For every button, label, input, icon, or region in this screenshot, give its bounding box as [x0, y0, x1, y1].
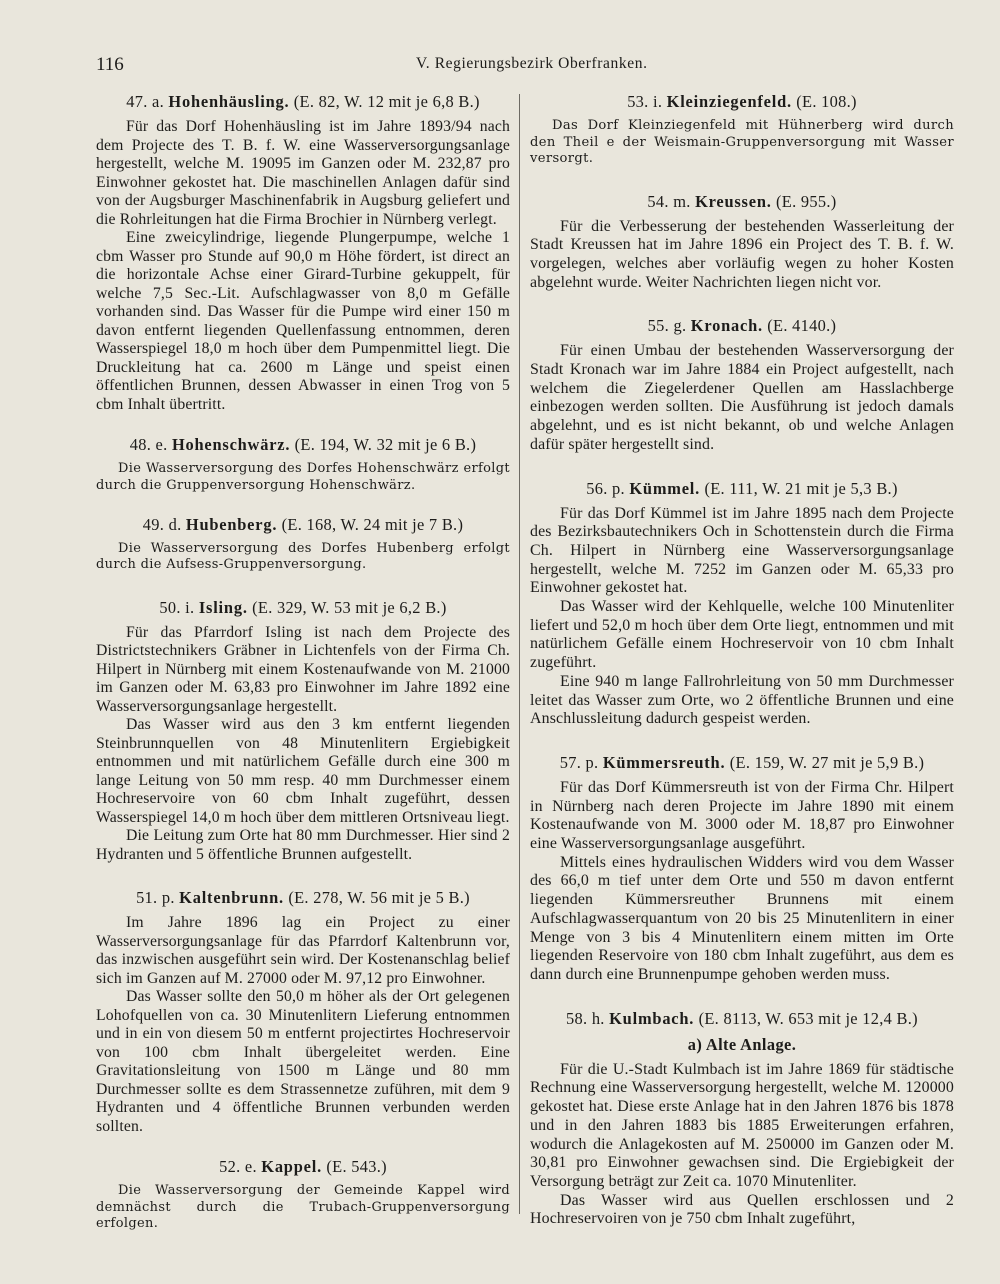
entry-section: [96, 515, 510, 574]
place-name: Kaltenbrunn.: [179, 888, 284, 908]
entry-heading: [530, 479, 954, 499]
place-name: Kümmersreuth.: [602, 752, 726, 772]
entry-section: [530, 192, 954, 293]
entry-number: 49. d.: [142, 514, 182, 534]
entry-section: [530, 92, 954, 168]
page-number: 116: [96, 54, 124, 75]
body-paragraph: Das Wasser wird aus den 3 km entfernt liegenden Steinbrunnquellen von 48 Minutenlitern Ergiebigkeit entnommen und mit natürlichem Gefälle durch eine 300 m lange Leitung von 50 mm resp. 40 mm Durchmesser einem Hochreservoire von 60 cbm Inhalt zugeführt, dessen Wasserspiegel 14,0 m hoch über dem mittleren Ortsniveau liegt.: [96, 716, 510, 826]
entry-section: [96, 888, 510, 1136]
column-divider: [519, 94, 520, 1214]
entry-heading: [530, 1009, 954, 1029]
entry-section: [530, 316, 954, 454]
body-paragraph: Das Dorf Kleinziegenfeld mit Hühnerberg wird durch den Theil e der Weismain-Gruppenversorgung mit Wasser versorgt.: [530, 118, 954, 166]
body-paragraph: Mittels eines hydraulischen Widders wird vou dem Wasser des 66,0 m tief unter dem Orte und 550 m davon entfernt liegenden Kümmersreuther Brunnens mit einem Aufschlagwasserquantum von 20 bis 25 Minutenlitern in einer Menge von 3 bis 4 Minutenlitern einem mitten im Orte liegenden Reservoire von 180 cbm Inhalt zugeführt, aus dem es dann durch eine Brunnenpumpe gehoben werden muss.: [530, 853, 954, 983]
place-name: Kulmbach.: [609, 1008, 695, 1028]
entry-heading: [96, 435, 510, 455]
body-paragraph: Eine 940 m lange Fallrohrleitung von 50 mm Durchmesser leitet das Wasser zum Orte, wo 2 öffentliche Brunnen und eine Anschlussleitung dadurch gespeist werden.: [530, 672, 954, 728]
body-paragraph: Für das Dorf Hohenhäusling ist im Jahre 1893/94 nach dem Projecte des T. B. f. W. eine Wasserversorgungsanlage hergestellt, welche M. 19095 im Ganzen oder M. 232,87 pro Einwohner gekostet hat. Die maschinellen Anlagen dafür sind von der Augsburger Maschinenfabrik in Augsburg geliefert und die Rohrleitungen hat die Firma Brochier in Nürnberg verlegt.: [96, 118, 510, 228]
entry-section: [96, 92, 510, 414]
entry-section: [96, 1157, 510, 1232]
page-header: [96, 54, 948, 78]
entry-heading: [96, 92, 510, 112]
body-paragraph: Die Wasserversorgung der Gemeinde Kappel wird demnächst durch die Trubach-Gruppenversorgung erfolgen.: [96, 1183, 510, 1232]
entry-heading: [96, 1157, 510, 1177]
entry-heading: [530, 92, 954, 112]
body-paragraph: Das Wasser wird aus Quellen erschlossen und 2 Hochreservoiren von je 750 cbm Inhalt zugeführt,: [530, 1191, 954, 1228]
body-paragraph: Für einen Umbau der bestehenden Wasserversorgung der Stadt Kronach war im Jahre 1884 ein Project aufgestellt, nach welchem die Ziegelerdener Quellen am Hasslachberge einbezogen werden sollten. Die Ausführung ist jedoch damals abgelehnt, und es ist nicht bekannt, ob und welche Anlagen dafür später hergestellt sind.: [530, 342, 954, 453]
body-paragraph: Die Wasserversorgung des Dorfes Hubenberg erfolgt durch die Aufsess-Gruppenversorgung.: [96, 540, 510, 573]
entry-number: 50. i.: [159, 597, 195, 617]
entry-number: 48. e.: [129, 435, 168, 455]
entry-heading: [96, 515, 510, 535]
entry-heading: [530, 192, 954, 212]
entry-stats: (E. 111, W. 21 mit je 5,3 B.): [704, 478, 898, 498]
entry-number: 57. p.: [559, 752, 599, 772]
body-paragraph: Für das Pfarrdorf Isling ist nach dem Projecte des Districtstechnikers Gräbner in Lichtenfels von der Firma Ch. Hilpert in Nürnberg mit einem Kostenaufwande von M. 21000 im Ganzen oder M. 63,83 pro Einwohner im Jahre 1892 eine Wasserversorgungsanlage hergestellt.: [96, 623, 510, 715]
entry-heading: [530, 316, 954, 336]
entry-number: 54. m.: [647, 191, 691, 211]
entry-stats: (E. 8113, W. 653 mit je 12,4 B.): [698, 1008, 918, 1028]
entry-section: [96, 435, 510, 494]
entry-section: [530, 479, 954, 729]
body-paragraph: Im Jahre 1896 lag ein Project zu einer Wasserversorgungsanlage für das Pfarrdorf Kaltenbrunn vor, das inzwischen ausgeführt sein wird. Der Kostenanschlag belief sich im Ganzen auf M. 27000 oder M. 97,12 pro Einwohner.: [96, 914, 510, 987]
right-column: [530, 92, 954, 1229]
entry-section: [96, 598, 510, 865]
entry-number: 58. h.: [566, 1008, 605, 1028]
entry-section: [530, 753, 954, 985]
entry-heading: [530, 753, 954, 773]
entry-stats: (E. 4140.): [767, 316, 837, 336]
place-name: Kreussen.: [695, 191, 772, 211]
place-name: Hohenhäusling.: [168, 92, 290, 111]
place-name: Isling.: [198, 597, 248, 617]
left-column: [96, 92, 510, 1232]
running-title: V. Regierungsbezirk Oberfranken.: [416, 55, 648, 72]
entry-heading: [96, 888, 510, 908]
body-paragraph: Das Wasser sollte den 50,0 m höher als der Ort gelegenen Lohofquellen von ca. 30 Minutenlitern Lieferung entnommen und in ein von diesem 50 m entfernt projectirtes Hochreservoir von 100 cbm Inhalt übergeleitet werden. Eine Gravitationsleitung von 1500 m Länge und 80 mm Durchmesser sollte es dem Strassennetze zuführen, mit dem 9 Hydranten und 4 öffentliche Brunnen verbunden werden sollten.: [96, 988, 510, 1135]
entry-number: 51. p.: [136, 888, 175, 908]
body-paragraph: Das Wasser wird der Kehlquelle, welche 100 Minutenliter liefert und 52,0 m hoch über dem Orte liegt, entnommen und mit natürlichem Gefälle einem Hochreservoir von 10 cbm Inhalt zugeführt.: [530, 598, 954, 672]
entry-stats: (E. 108.): [796, 92, 857, 111]
entry-stats: (E. 82, W. 12 mit je 6,8 B.): [293, 92, 480, 111]
entry-stats: (E. 278, W. 56 mit je 5 B.): [288, 888, 470, 908]
entry-stats: (E. 194, W. 32 mit je 6 B.): [294, 435, 477, 455]
entry-stats: (E. 168, W. 24 mit je 7 B.): [281, 514, 464, 534]
entry-section: [530, 1009, 954, 1229]
entry-stats: (E. 955.): [776, 191, 837, 211]
entry-number: 47. a.: [126, 92, 164, 111]
entry-number: 53. i.: [627, 92, 663, 111]
entry-number: 56. p.: [586, 478, 625, 498]
entry-number: 55. g.: [647, 316, 687, 336]
place-name: Kappel.: [261, 1157, 322, 1177]
body-paragraph: Für die Verbesserung der bestehenden Wasserleitung der Stadt Kreussen hat im Jahre 1896 ein Project des T. B. f. W. vorgelegen, welches aber vorläufig wegen zu hoher Kosten abgelehnt wurde. Weiter Nachrichten liegen nicht vor.: [530, 217, 954, 291]
body-paragraph: Für das Dorf Kümmersreuth ist von der Firma Chr. Hilpert in Nürnberg nach deren Projecte im Jahre 1890 mit einem Kostenaufwande von M. 3000 oder M. 18,87 pro Einwohner eine Wasserversorgungsanlage ausgeführt.: [530, 778, 954, 853]
body-paragraph: Eine zweicylindrige, liegende Plungerpumpe, welche 1 cbm Wasser pro Stunde auf 90,0 m Höhe fördert, ist direct an die horizontale Achse einer Girard-Turbine gekuppelt, für welche 7,5 Sec.-Lit. Aufschlagwasser von 8,0 m Gefälle vorhanden sind. Das Wasser für die Pumpe wird einer 150 m davon entfernt liegenden Quellenfassung entnommen, deren Wasserspiegel 18,0 m hoch über dem Pumpenmittel liegt. Die Druckleitung hat ca. 2600 m Länge und speist einen öffentlichen Brunnen, dessen Abwasser in einen Trog von 5 cbm Inhalt übertritt.: [96, 229, 510, 413]
entry-stats: (E. 159, W. 27 mit je 5,9 B.): [729, 752, 925, 772]
entry-heading: [96, 598, 510, 618]
body-paragraph: Die Leitung zum Orte hat 80 mm Durchmesser. Hier sind 2 Hydranten und 5 öffentliche Brunnen aufgestellt.: [96, 827, 510, 863]
entry-number: 52. e.: [219, 1157, 257, 1177]
body-paragraph: Für das Dorf Kümmel ist im Jahre 1895 nach dem Projecte des Bezirksbautechnikers Och in Schottenstein durch die Firma Ch. Hilpert in Nürnberg eine Wasserversorgungsanlage hergestellt, welche M. 7252 im Ganzen oder M. 65,33 pro Einwohner gekostet hat.: [530, 504, 954, 597]
place-name: Hubenberg.: [185, 514, 278, 534]
entry-stats: (E. 329, W. 53 mit je 6,2 B.): [252, 597, 447, 617]
place-name: Kümmel.: [629, 478, 701, 498]
place-name: Kleinziegenfeld.: [666, 92, 792, 111]
place-name: Kronach.: [690, 316, 763, 336]
entry-stats: (E. 543.): [326, 1157, 387, 1177]
subheading: a) Alte Anlage.: [687, 1034, 797, 1054]
body-paragraph: Die Wasserversorgung des Dorfes Hohenschwärz erfolgt durch die Gruppenversorgung Hohenschwärz.: [96, 461, 510, 493]
place-name: Hohenschwärz.: [171, 435, 291, 455]
body-paragraph: Für die U.-Stadt Kulmbach ist im Jahre 1869 für städtische Rechnung eine Wasserversorgung hergestellt, welche M. 120000 gekostet hat. Diese erste Anlage hat in den Jahren 1876 bis 1878 und in den Jahren 1883 bis 1885 Erweiterungen erfahren, wodurch die Anlagekosten auf M. 250000 im Ganzen oder M. 30,81 pro Einwohner gewachsen sind. Die Ergiebigkeit der Versorgung beträgt zur Zeit ca. 1070 Minutenliter.: [530, 1060, 954, 1190]
